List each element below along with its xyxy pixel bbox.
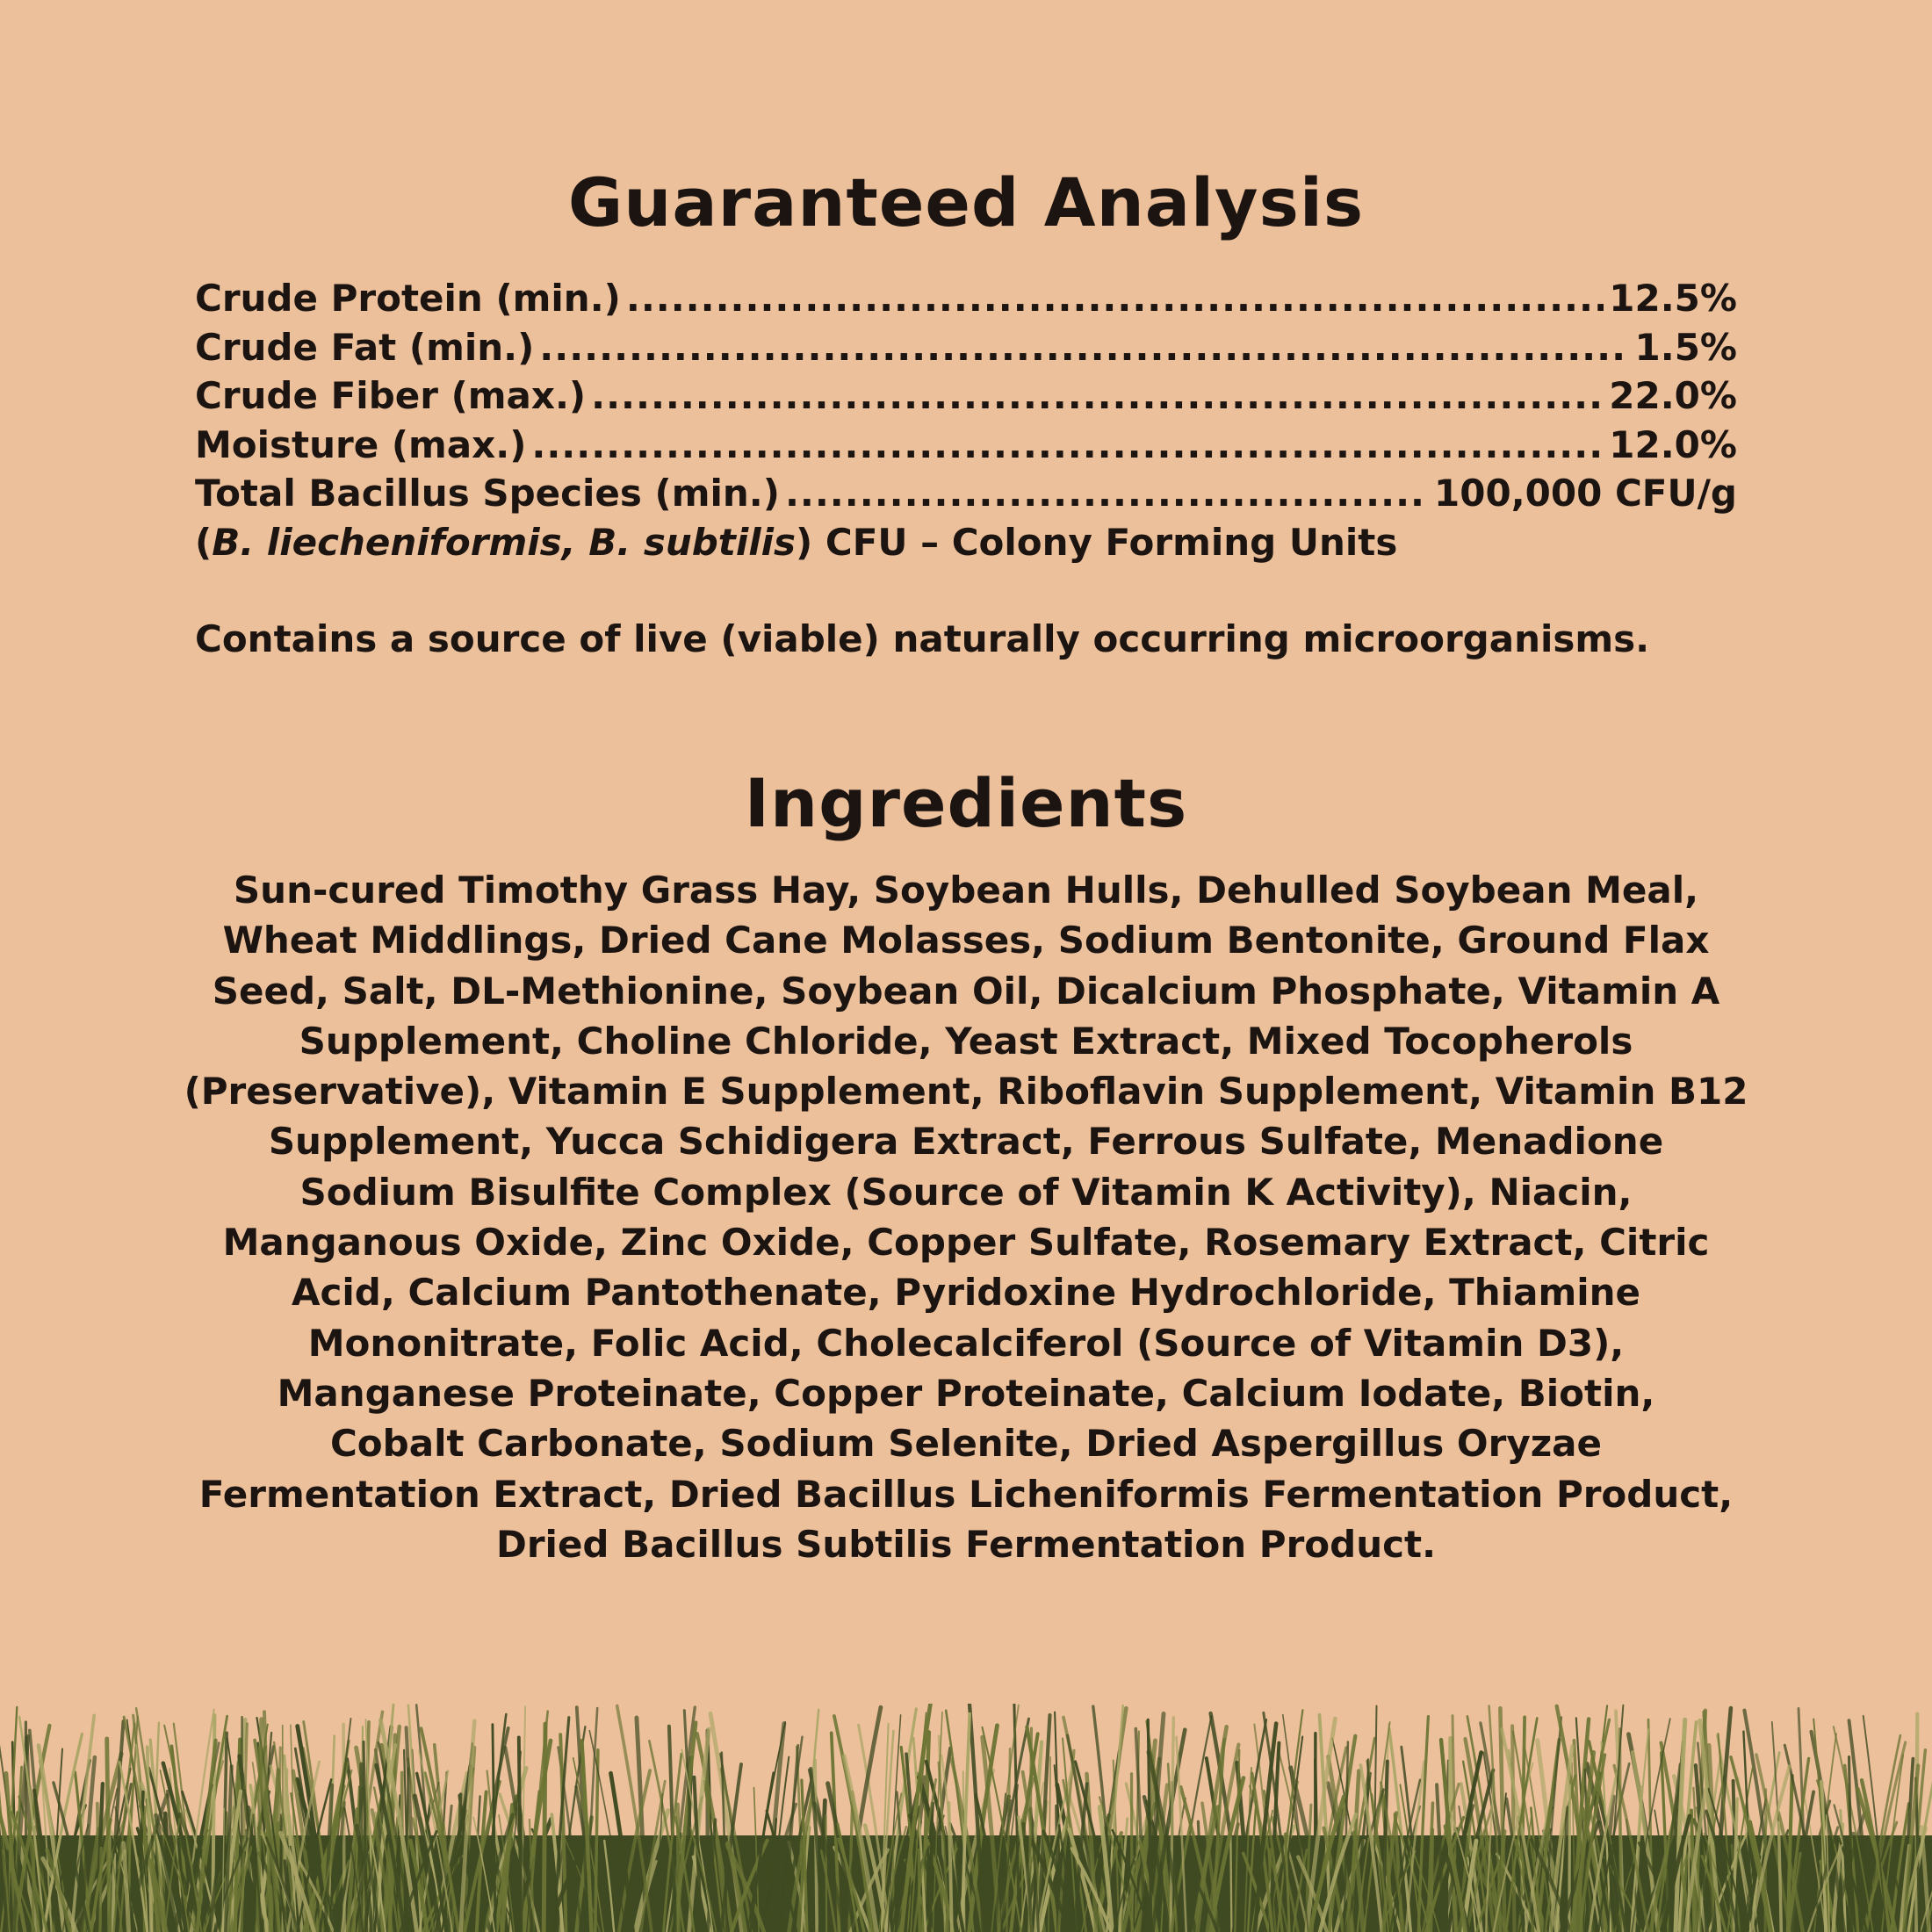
ingredients-line: Manganous Oxide, Zinc Oxide, Copper Sulfate, Rosemary Extract, Citric: [222, 1221, 1710, 1265]
ingredients-line: Manganese Proteinate, Copper Proteinate, Calcium Iodate, Biotin,: [277, 1371, 1655, 1415]
ingredients-line: Fermentation Extract, Dried Bacillus Licheniformis Fermentation Product,: [198, 1472, 1734, 1516]
ingredients-line: Sun-cured Timothy Grass Hay, Soybean Hulls, Dehulled Soybean Meal,: [233, 869, 1699, 912]
ingredients-title: Ingredients: [744, 764, 1188, 842]
analysis-row-crude-fiber: [195, 371, 1737, 421]
species-cfu-definition: ) CFU – Colony Forming Units: [796, 520, 1398, 564]
microorganisms-note: Contains a source of live (viable) naturally occurring microorganisms.: [195, 617, 1650, 660]
analysis-row-crude-protein: [195, 274, 1737, 323]
analysis-label: Crude Fiber (max.): [195, 374, 587, 417]
analysis-label: Crude Protein (min.): [195, 277, 621, 320]
species-open-paren: (: [195, 520, 213, 564]
analysis-label: Crude Fat (min.): [195, 325, 535, 369]
dot-leader: [539, 323, 1629, 371]
analysis-value: 12.0%: [1609, 422, 1737, 466]
analysis-value: 12.5%: [1609, 277, 1737, 320]
ingredients-line: Seed, Salt, DL-Methionine, Soybean Oil, Dicalcium Phosphate, Vitamin A: [212, 969, 1720, 1013]
ingredients-line: Cobalt Carbonate, Sodium Selenite, Dried Aspergillus Oryzae: [329, 1422, 1602, 1466]
analysis-value: 22.0%: [1609, 374, 1737, 417]
ingredients-line: Supplement, Choline Chloride, Yeast Extract, Mixed Tocopherols: [299, 1019, 1633, 1063]
dot-leader: [531, 421, 1604, 469]
analysis-value: 100,000 CFU/g: [1434, 472, 1737, 515]
ingredients-line: Acid, Calcium Pantothenate, Pyridoxine Hydrochloride, Thiamine: [292, 1271, 1640, 1315]
analysis-label: Moisture (max.): [195, 422, 527, 466]
ingredients-line: Mononitrate, Folic Acid, Cholecalciferol (Source of Vitamin D3),: [307, 1321, 1625, 1365]
dot-leader: [591, 371, 1604, 420]
ingredients-line: Supplement, Yucca Schidigera Extract, Ferrous Sulfate, Menadione: [268, 1120, 1664, 1164]
analysis-row-bacillus: [195, 469, 1737, 518]
ingredients-line: Wheat Middlings, Dried Cane Molasses, Sodium Bentonite, Ground Flax: [222, 919, 1710, 962]
analysis-value: 1.5%: [1634, 325, 1737, 369]
analysis-row-moisture: [195, 421, 1737, 470]
dot-leader: [785, 469, 1429, 517]
bacillus-species-note: [195, 518, 1737, 567]
dot-leader: [626, 274, 1604, 322]
ingredients-line: (Preservative), Vitamin E Supplement, Riboflavin Supplement, Vitamin B12: [184, 1070, 1748, 1114]
ingredients-line: Dried Bacillus Subtilis Fermentation Product.: [495, 1522, 1437, 1566]
analysis-label: Total Bacillus Species (min.): [195, 472, 780, 515]
ingredients-list: [132, 865, 1800, 1569]
hay-grass-image: [0, 1704, 1932, 1932]
species-names: B. liecheniformis, B. subtilis: [212, 520, 797, 564]
guaranteed-analysis-title: Guaranteed Analysis: [567, 163, 1365, 242]
analysis-row-crude-fat: [195, 323, 1737, 372]
guaranteed-analysis-table: [195, 274, 1737, 566]
ingredients-line: Sodium Bisulfite Complex (Source of Vitamin K Activity), Niacin,: [299, 1170, 1633, 1214]
